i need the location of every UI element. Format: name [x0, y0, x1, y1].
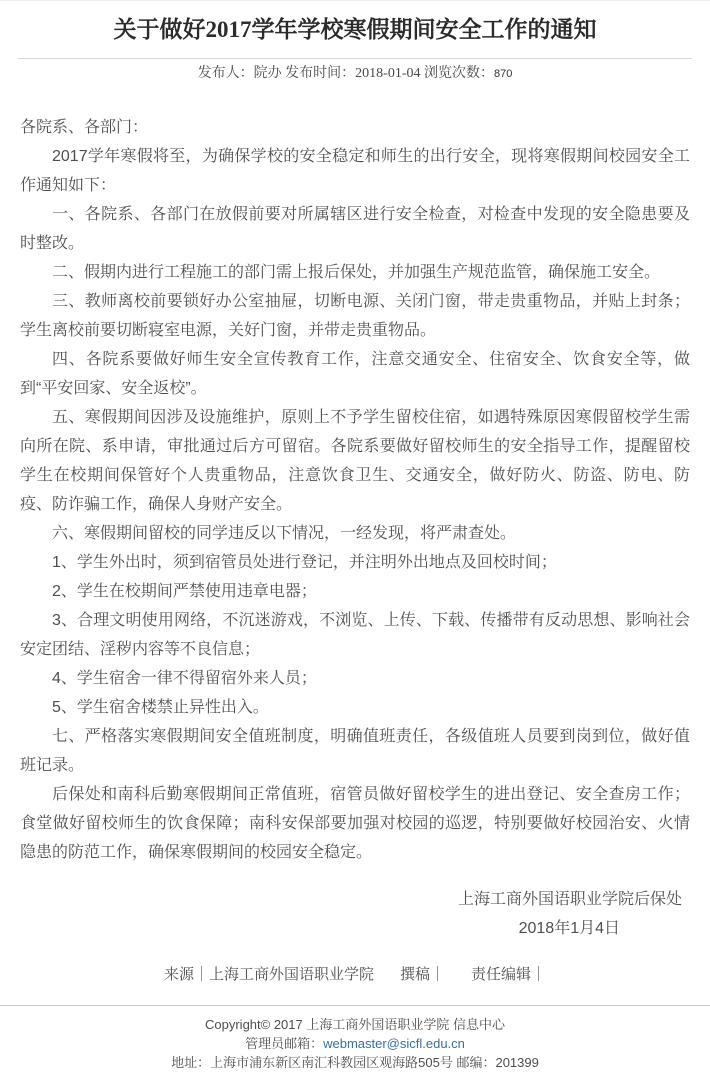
- publisher-label: 发布人：: [197, 66, 254, 81]
- article-paragraph: 五、寒假期间因涉及设施维护，原则上不予学生留校住宿，如遇特殊原因寒假留校学生需向所在院、系申请，审批通过后方可留宿。各院系要做好留校师生的安全指导工作，提醒留校学生在校期间保管好个人贵重物品，注意饮食卫生、交通安全，做好防火、防盗、防电、防疫、防诈骗工作，确保人身财产安全。: [20, 409, 690, 513]
- source-line: [0, 965, 710, 985]
- article-paragraph: 后保处和南科后勤寒假期间正常值班，宿管员做好留校学生的进出登记、安全查房工作；食堂做好留校师生的饮食保障；南科安保部要加强对校园的巡逻，特别要做好校园治安、火情隐患的防范工作，确保寒假期间的校园安全稳定。: [20, 786, 690, 861]
- draft-text: 撰稿｜: [399, 966, 445, 983]
- article-paragraph: 4、学生宿舍一律不得留宿外来人员；: [52, 670, 317, 687]
- article-paragraph: 3、合理文明使用网络，不沉迷游戏，不浏览、上传、下载、传播带有反动思想、影响社会安定团结、淫秽内容等不良信息；: [20, 612, 690, 658]
- paragraph-list: [20, 142, 690, 867]
- source-text: 来源｜上海工商外国语职业学院: [163, 966, 374, 983]
- article-paragraph: 七、严格落实寒假期间安全值班制度，明确值班责任，各级值班人员要到岗到位，做好值班记录。: [20, 728, 690, 774]
- signature-date: 2018年1月4日: [518, 920, 620, 937]
- salutation: 各院系、各部门：: [20, 119, 149, 136]
- notice-body: [0, 113, 710, 867]
- article-paragraph: 2、学生在校期间严禁使用违章电器；: [52, 583, 317, 600]
- admin-email-link[interactable]: webmaster@sicfl.edu.cn: [323, 1036, 465, 1051]
- article-paragraph: 5、学生宿舍楼禁止异性出入。: [52, 699, 269, 716]
- admin-email-label: 管理员邮箱：: [245, 1036, 324, 1051]
- article-paragraph: 四、各院系要做好师生安全宣传教育工作，注意交通安全、住宿安全、饮食安全等，做到“平安回家、安全返校”。: [20, 351, 690, 397]
- meta-line: [0, 65, 710, 83]
- publish-time-label: 发布时间：: [285, 66, 356, 81]
- publisher-value: 院办: [253, 66, 282, 81]
- views-count: 870: [493, 68, 513, 80]
- article-paragraph: 二、假期内进行工程施工的部门需上报后保处，并加强生产规范监管，确保施工安全。: [52, 264, 661, 281]
- article-paragraph: 三、教师离校前要锁好办公室抽屉，切断电源、关闭门窗，带走贵重物品，并贴上封条；学生离校前要切断寝室电源，关好门窗，并带走贵重物品。: [20, 293, 690, 339]
- page-title: 关于做好2017学年学校寒假期间安全工作的通知: [113, 17, 597, 42]
- signature-block: [0, 885, 710, 943]
- address-line: 地址：上海市浦东新区南汇科教园区观海路505号 邮编：201399: [171, 1055, 539, 1070]
- article-paragraph: 1、学生外出时，须到宿管员处进行登记，并注明外出地点及回校时间；: [52, 554, 557, 571]
- admin-email-line: [10, 1034, 700, 1053]
- title-divider: [18, 58, 692, 59]
- copyright-line: Copyright© 2017 上海工商外国语职业学院 信息中心: [205, 1017, 505, 1032]
- article-paragraph: 一、各院系、各部门在放假前要对所属辖区进行安全检查，对检查中发现的安全隐患要及时整改。: [20, 206, 690, 252]
- signature-name: 上海工商外国语职业学院后保处: [457, 891, 682, 908]
- publish-time-value: 2018-01-04: [355, 66, 421, 81]
- article-paragraph: 2017学年寒假将至，为确保学校的安全稳定和师生的出行安全，现将寒假期间校园安全工作通知如下：: [20, 148, 690, 194]
- page-footer: [0, 1005, 710, 1083]
- editor-text: 责任编辑｜: [471, 966, 547, 983]
- article-paragraph: 六、寒假期间留校的同学违反以下情况，一经发现，将严肃查处。: [52, 525, 517, 542]
- views-label: 浏览次数：: [423, 66, 494, 81]
